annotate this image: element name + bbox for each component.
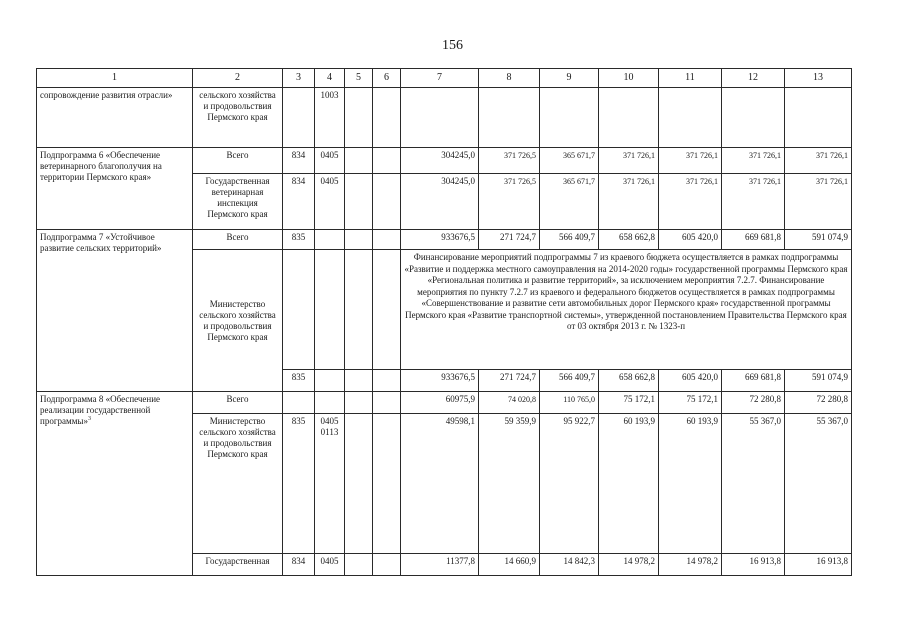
empty-cell — [315, 370, 345, 392]
empty-cell — [722, 88, 785, 148]
empty-cell — [373, 148, 401, 174]
header-cell: 11 — [659, 69, 722, 88]
empty-cell — [373, 392, 401, 414]
empty-cell — [373, 230, 401, 250]
value-cell: 60 193,9 — [599, 414, 659, 554]
value-cell: 371 726,1 — [722, 148, 785, 174]
empty-cell — [345, 554, 373, 576]
program-name-text: Подпрограмма 8 «Обеспечение реализации государственной программы» — [40, 394, 161, 426]
empty-cell — [345, 148, 373, 174]
grbs-code-cell: 835 — [283, 370, 315, 392]
value-cell: 566 409,7 — [540, 230, 599, 250]
value-cell: 60975,9 — [401, 392, 479, 414]
value-cell: 95 922,7 — [540, 414, 599, 554]
header-cell: 6 — [373, 69, 401, 88]
value-cell: 16 913,8 — [785, 554, 852, 576]
section-code-cell — [315, 414, 345, 554]
empty-cell — [345, 370, 373, 392]
header-cell: 2 — [193, 69, 283, 88]
value-cell: 271 724,7 — [479, 230, 540, 250]
section-code-a: 0405 — [320, 416, 339, 426]
empty-cell — [401, 88, 479, 148]
section-code-cell: 0405 — [315, 174, 345, 230]
header-cell: 7 — [401, 69, 479, 88]
value-cell: 566 409,7 — [540, 370, 599, 392]
value-cell: 371 726,1 — [722, 174, 785, 230]
program-name-cell: Подпрограмма 7 «Устойчивое развитие сельских территорий» — [37, 230, 193, 392]
section-code-cell: 1003 — [315, 88, 345, 148]
empty-cell — [283, 250, 315, 370]
responsible-cell: Государственная — [193, 554, 283, 576]
table-row — [37, 88, 852, 148]
table-row — [37, 392, 852, 414]
header-cell: 8 — [479, 69, 540, 88]
value-cell: 371 726,1 — [659, 148, 722, 174]
program-name-cell — [37, 392, 193, 576]
section-code-b: 0113 — [320, 427, 339, 437]
table-row — [37, 148, 852, 174]
grbs-code-cell: 834 — [283, 148, 315, 174]
header-cell: 1 — [37, 69, 193, 88]
value-cell: 75 172,1 — [659, 392, 722, 414]
value-cell: 14 842,3 — [540, 554, 599, 576]
value-cell: 74 020,8 — [479, 392, 540, 414]
header-cell: 4 — [315, 69, 345, 88]
responsible-cell: сельского хозяйства и продовольствия Пермского края — [193, 88, 283, 148]
value-cell: 669 681,8 — [722, 230, 785, 250]
value-cell: 16 913,8 — [722, 554, 785, 576]
value-cell: 371 726,1 — [785, 174, 852, 230]
empty-cell — [373, 250, 401, 370]
value-cell: 365 671,7 — [540, 174, 599, 230]
header-cell: 13 — [785, 69, 852, 88]
value-cell: 110 765,0 — [540, 392, 599, 414]
value-cell: 72 280,8 — [722, 392, 785, 414]
value-cell: 669 681,8 — [722, 370, 785, 392]
financing-note: Финансирование мероприятий подпрограммы 7 из краевого бюджета осуществляется в рамках подпрограммы «Развитие и поддержка местного самоуправления на 2014-2020 годы» государственной программы Пермского края «Региональная политика и развитие территорий», за исключением мероприятия 7.2.7. Финансирование мероприятия по пункту 7.2.7 из краевого и федерального бюджетов осуществляется в рамках подпрограммы «Совершенствование и развитие сети автомобильных дорог Пермского края» государственной программы Пермского края «Развитие транспортной системы», утвержденной постановлением Правительства Пермского края от 03 октября 2013 г. № 1323-п — [401, 250, 852, 370]
header-cell: 9 — [540, 69, 599, 88]
value-cell: 933676,5 — [401, 370, 479, 392]
section-code-cell: 0405 — [315, 554, 345, 576]
value-cell: 75 172,1 — [599, 392, 659, 414]
value-cell: 60 193,9 — [659, 414, 722, 554]
value-cell: 14 978,2 — [659, 554, 722, 576]
code-cell — [283, 88, 315, 148]
value-cell: 591 074,9 — [785, 370, 852, 392]
empty-cell — [345, 414, 373, 554]
responsible-cell: Государственная ветеринарная инспекция Пермского края — [193, 174, 283, 230]
empty-cell — [540, 88, 599, 148]
empty-cell — [373, 370, 401, 392]
value-cell: 371 726,1 — [659, 174, 722, 230]
value-cell: 72 280,8 — [785, 392, 852, 414]
table-row — [37, 230, 852, 250]
grbs-code-cell: 834 — [283, 554, 315, 576]
empty-cell — [345, 392, 373, 414]
program-name-cell: сопровождение развития отрасли» — [37, 88, 193, 148]
empty-cell — [659, 88, 722, 148]
responsible-cell: Всего — [193, 392, 283, 414]
empty-cell — [315, 230, 345, 250]
value-cell: 658 662,8 — [599, 370, 659, 392]
empty-cell — [599, 88, 659, 148]
grbs-code-cell: 835 — [283, 414, 315, 554]
empty-cell — [373, 414, 401, 554]
value-cell: 11377,8 — [401, 554, 479, 576]
value-cell: 365 671,7 — [540, 148, 599, 174]
footnote-mark: 3 — [87, 416, 91, 422]
responsible-cell: Всего — [193, 148, 283, 174]
value-cell: 658 662,8 — [599, 230, 659, 250]
value-cell: 605 420,0 — [659, 370, 722, 392]
budget-table — [36, 68, 852, 576]
empty-cell — [315, 392, 345, 414]
value-cell: 371 726,1 — [599, 174, 659, 230]
header-row — [37, 69, 852, 88]
header-cell: 10 — [599, 69, 659, 88]
value-cell: 14 660,9 — [479, 554, 540, 576]
empty-cell — [283, 392, 315, 414]
section-code-cell: 0405 — [315, 148, 345, 174]
program-name-cell: Подпрограмма 6 «Обеспечение ветеринарного благополучия на территории Пермского края» — [37, 148, 193, 230]
header-cell: 12 — [722, 69, 785, 88]
empty-cell — [373, 88, 401, 148]
value-cell: 371 726,1 — [785, 148, 852, 174]
header-cell: 5 — [345, 69, 373, 88]
value-cell: 371 726,5 — [479, 174, 540, 230]
empty-cell — [785, 88, 852, 148]
value-cell: 304245,0 — [401, 174, 479, 230]
empty-cell — [373, 554, 401, 576]
empty-cell — [373, 174, 401, 230]
value-cell: 271 724,7 — [479, 370, 540, 392]
value-cell: 591 074,9 — [785, 230, 852, 250]
responsible-cell: Министерство сельского хозяйства и продовольствия Пермского края — [193, 414, 283, 554]
empty-cell — [345, 174, 373, 230]
page-number: 156 — [442, 38, 463, 53]
responsible-cell: Министерство сельского хозяйства и продовольствия Пермского края — [193, 250, 283, 392]
empty-cell — [315, 250, 345, 370]
header-cell: 3 — [283, 69, 315, 88]
empty-cell — [345, 230, 373, 250]
value-cell: 605 420,0 — [659, 230, 722, 250]
empty-cell — [345, 88, 373, 148]
value-cell: 55 367,0 — [722, 414, 785, 554]
grbs-code-cell: 835 — [283, 230, 315, 250]
value-cell: 371 726,5 — [479, 148, 540, 174]
value-cell: 55 367,0 — [785, 414, 852, 554]
empty-cell — [479, 88, 540, 148]
value-cell: 371 726,1 — [599, 148, 659, 174]
value-cell: 14 978,2 — [599, 554, 659, 576]
value-cell: 304245,0 — [401, 148, 479, 174]
value-cell: 49598,1 — [401, 414, 479, 554]
grbs-code-cell: 834 — [283, 174, 315, 230]
value-cell: 933676,5 — [401, 230, 479, 250]
value-cell: 59 359,9 — [479, 414, 540, 554]
responsible-cell: Всего — [193, 230, 283, 250]
empty-cell — [345, 250, 373, 370]
